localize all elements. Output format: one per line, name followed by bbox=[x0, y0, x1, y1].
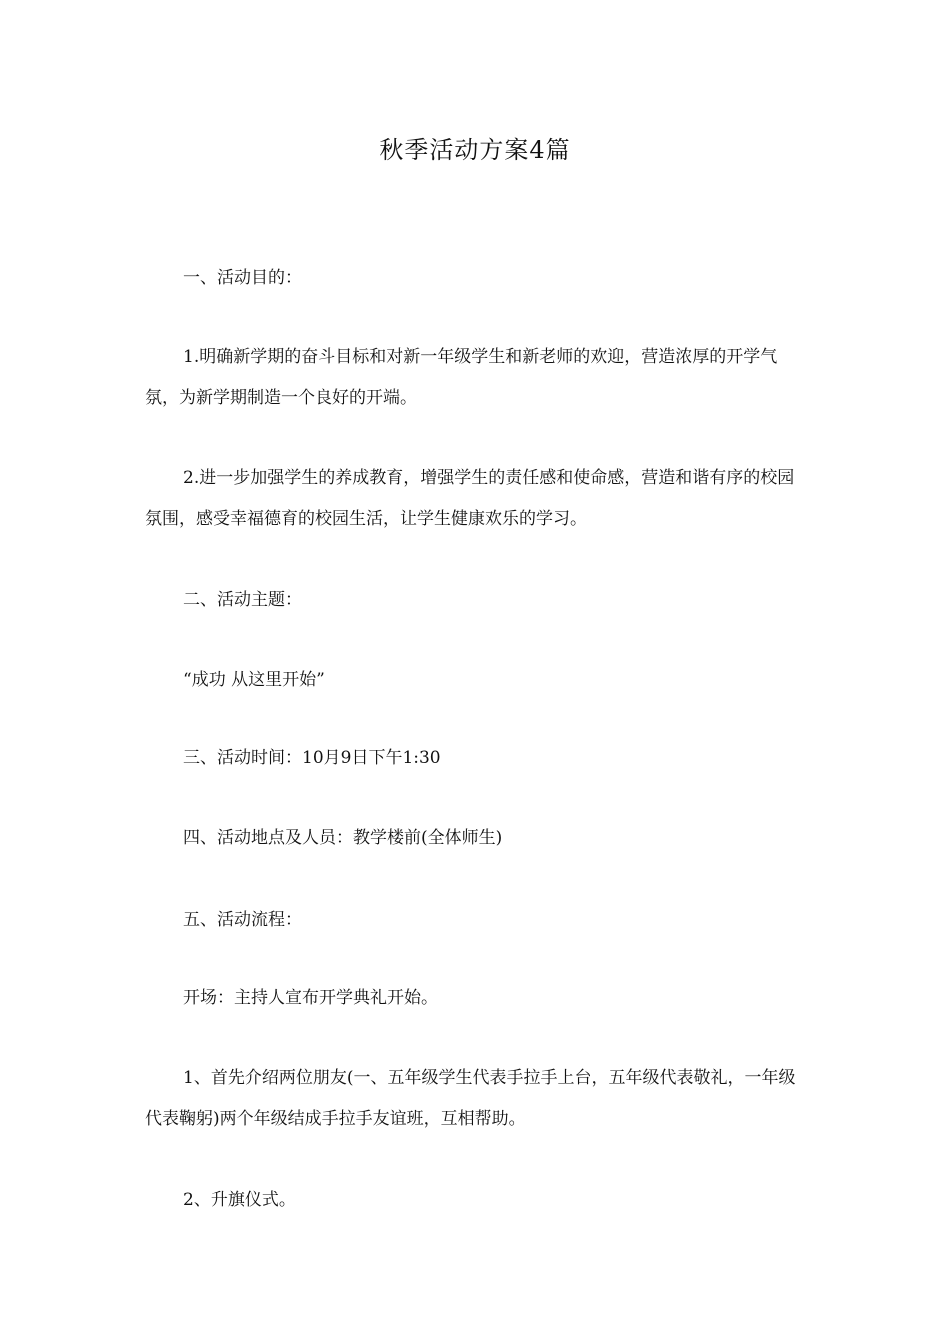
paragraph-purpose-2: 2.进一步加强学生的养成教育，增强学生的责任感和使命感，营造和谐有序的校园氛围，感受幸福德育的校园生活，让学生健康欢乐的学习。 bbox=[145, 468, 795, 529]
paragraph-theme: “成功 从这里开始” bbox=[183, 670, 325, 690]
document-title: 秋季活动方案4篇 bbox=[379, 136, 571, 164]
section-heading-process: 五、活动流程： bbox=[183, 910, 302, 930]
paragraph-process-1: 1、首先介绍两位朋友(一、五年级学生代表手拉手上台，五年级代表敬礼，一年级代表鞠躬)两个年级结成手拉手友谊班，互相帮助。 bbox=[145, 1068, 796, 1129]
section-heading-purpose: 一、活动目的： bbox=[183, 268, 302, 288]
paragraph-purpose-1: 1.明确新学期的奋斗目标和对新一年级学生和新老师的欢迎，营造浓厚的开学气氛，为新学期制造一个良好的开端。 bbox=[145, 347, 778, 408]
section-heading-time: 三、活动时间：10月9日下午1:30 bbox=[183, 748, 441, 768]
paragraph-process-2: 2、升旗仪式。 bbox=[183, 1190, 296, 1210]
section-heading-theme: 二、活动主题： bbox=[183, 590, 302, 610]
section-heading-location: 四、活动地点及人员：教学楼前(全体师生) bbox=[183, 828, 503, 848]
paragraph-opening: 开场：主持人宣布开学典礼开始。 bbox=[183, 988, 438, 1008]
